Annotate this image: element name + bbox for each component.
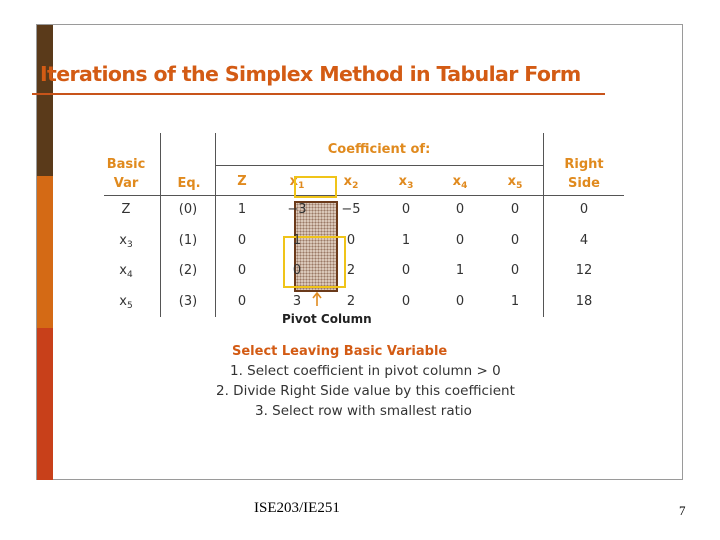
pivot-column-label: Pivot Column [282,312,372,326]
accent-bar-bottom [37,328,53,480]
table-cell: 2 [346,294,356,309]
table-cell: 0 [401,202,411,217]
table-cell: 0 [401,294,411,309]
step-3: 3. Select row with smallest ratio [255,403,472,419]
table-cell: 1 [292,233,302,248]
divider-rhs [543,133,544,317]
table-cell: 0 [237,233,247,248]
row-equation: (1) [178,233,198,248]
table-cell: 0 [455,202,465,217]
table-cell: 0 [346,233,356,248]
page-number: 7 [679,503,686,518]
row-basic-var: $x_5$ [119,294,133,311]
table-cell: 3 [292,294,302,309]
row-right-side: 18 [575,294,593,309]
header-right-side [564,155,603,193]
divider-var [160,133,161,317]
steps-title: Select Leaving Basic Variable [232,344,448,359]
accent-bar-middle [37,176,53,328]
column-header-z: Z [237,174,247,189]
table-cell: 1 [510,294,520,309]
table-cell: 0 [455,233,465,248]
table-cell: 1 [401,233,411,248]
up-arrow-icon [312,292,322,306]
column-header-x3: $x_3$ [398,174,414,191]
header-coefficient: Coefficient of: [327,142,431,157]
table-cell: 0 [237,263,247,278]
accent-bar-top [37,25,53,176]
table-cell: 0 [237,294,247,309]
row-equation: (3) [178,294,198,309]
row-equation: (2) [178,263,198,278]
table-cell: 0 [510,233,520,248]
step-1: 1. Select coefficient in pivot column > 0 [230,363,501,379]
header-right-side-line2: Side [568,176,600,191]
header-basic-var [107,155,146,193]
entering-coefficient-box [294,176,337,198]
table-cell: 1 [237,202,247,217]
column-header-x5: $x_5$ [507,174,523,191]
table-cell: 1 [455,263,465,278]
table-cell: 0 [510,263,520,278]
table-cell: −3 [287,202,307,217]
table-cell: 0 [401,263,411,278]
table-cell: 2 [346,263,356,278]
coefficient-rule [216,165,543,166]
row-basic-var: Z [121,202,131,217]
footer-course: ISE203/IE251 [254,500,340,516]
header-basic-var-line1: Basic [106,157,146,172]
title-underline [32,93,605,95]
column-header-x2: $x_2$ [343,174,359,191]
column-header-x4: $x_4$ [452,174,468,191]
row-basic-var: $x_4$ [119,263,133,280]
table-cell: 0 [455,294,465,309]
header-eq: Eq. [177,176,201,191]
table-cell: −5 [341,202,361,217]
table-cell: 0 [292,263,302,278]
header-rule [104,195,624,196]
step-2: 2. Divide Right Side value by this coefficient [216,383,515,399]
slide-title: Iterations of the Simplex Method in Tabular Form [40,62,581,86]
header-right-side-line1: Right [564,157,604,172]
row-basic-var: $x_3$ [119,233,133,250]
header-basic-var-line2: Var [113,176,139,191]
row-right-side: 0 [579,202,589,217]
table-cell: 0 [510,202,520,217]
row-right-side: 4 [579,233,589,248]
row-right-side: 12 [575,263,593,278]
row-equation: (0) [178,202,198,217]
column-header-x1: $x_1$ [289,174,305,191]
divider-eq [215,133,216,317]
